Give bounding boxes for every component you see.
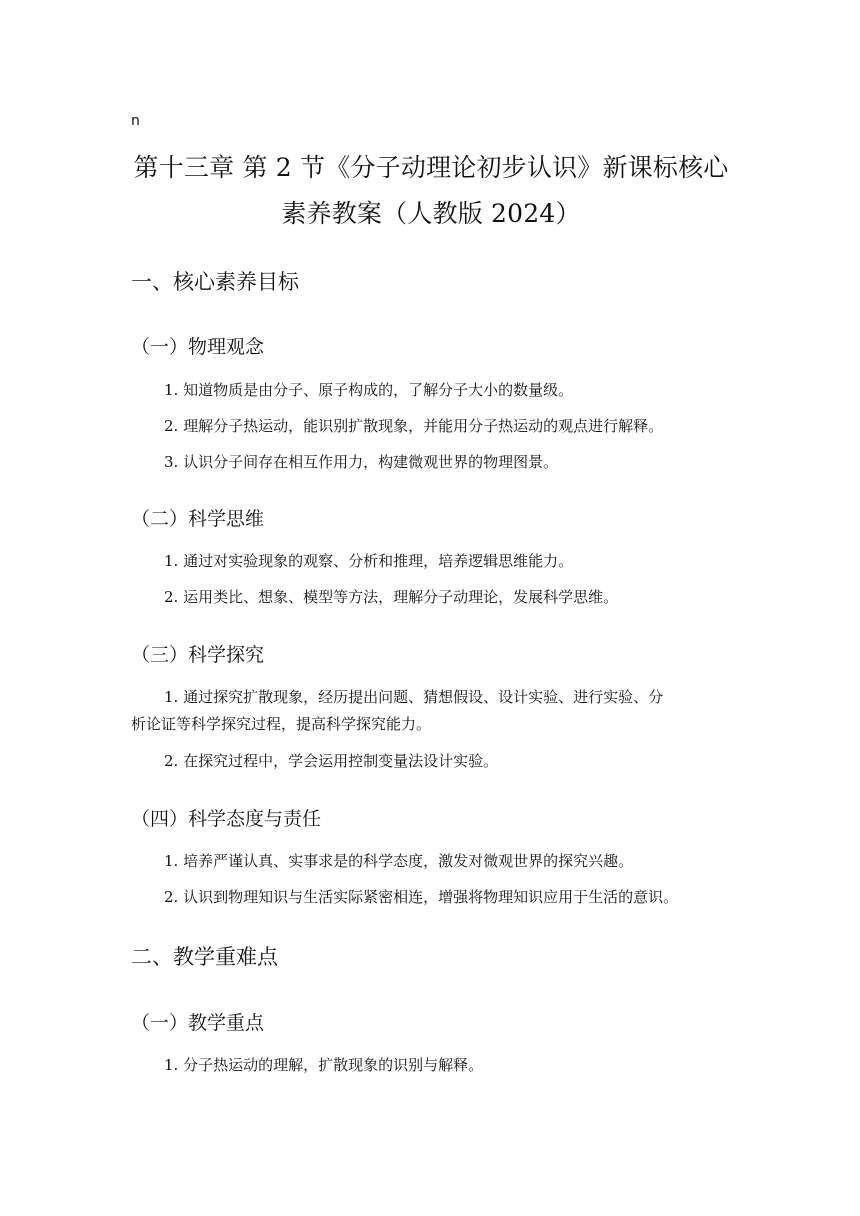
subsection-heading-attitude-responsibility: （四）科学态度与责任 [131,808,322,830]
document-title-line-1: 第十三章 第 2 节《分子动理论初步认识》新课标核心 [133,153,729,182]
list-item: 2. 在探究过程中，学会运用控制变量法设计实验。 [164,752,499,770]
list-item: 1. 知道物质是由分子、原子构成的，了解分子大小的数量级。 [164,381,574,399]
subsection-heading-teaching-key-points: （一）教学重点 [131,1012,265,1034]
list-item: 2. 认识到物理知识与生活实际紧密相连，增强将物理知识应用于生活的意识。 [164,888,679,906]
page-mark: n [131,113,140,129]
list-item: 1. 分子热运动的理解，扩散现象的识别与解释。 [164,1056,484,1074]
document-title-line-2: 素养教案（人教版 2024） [281,199,581,228]
list-item: 1. 通过对实验现象的观察、分析和推理，培养逻辑思维能力。 [164,552,574,570]
list-item-continuation: 析论证等科学探究过程，提高科学探究能力。 [131,715,432,733]
subsection-heading-physics-concepts: （一）物理观念 [131,336,265,358]
list-item: 2. 运用类比、想象、模型等方法，理解分子动理论，发展科学思维。 [164,588,619,606]
list-item: 1. 通过探究扩散现象，经历提出问题、猜想假设、设计实验、进行实验、分 [164,688,664,706]
list-item: 2. 理解分子热运动，能识别扩散现象，并能用分子热运动的观点进行解释。 [164,417,664,435]
list-item: 1. 培养严谨认真、实事求是的科学态度，激发对微观世界的探究兴趣。 [164,852,634,870]
section-heading-teaching-focus: 二、教学重难点 [131,945,278,969]
list-item: 3. 认识分子间存在相互作用力，构建微观世界的物理图景。 [164,453,559,471]
section-heading-core-goals: 一、核心素养目标 [131,270,299,294]
subsection-heading-scientific-inquiry: （三）科学探究 [131,644,265,666]
subsection-heading-scientific-thinking: （二）科学思维 [131,508,265,530]
